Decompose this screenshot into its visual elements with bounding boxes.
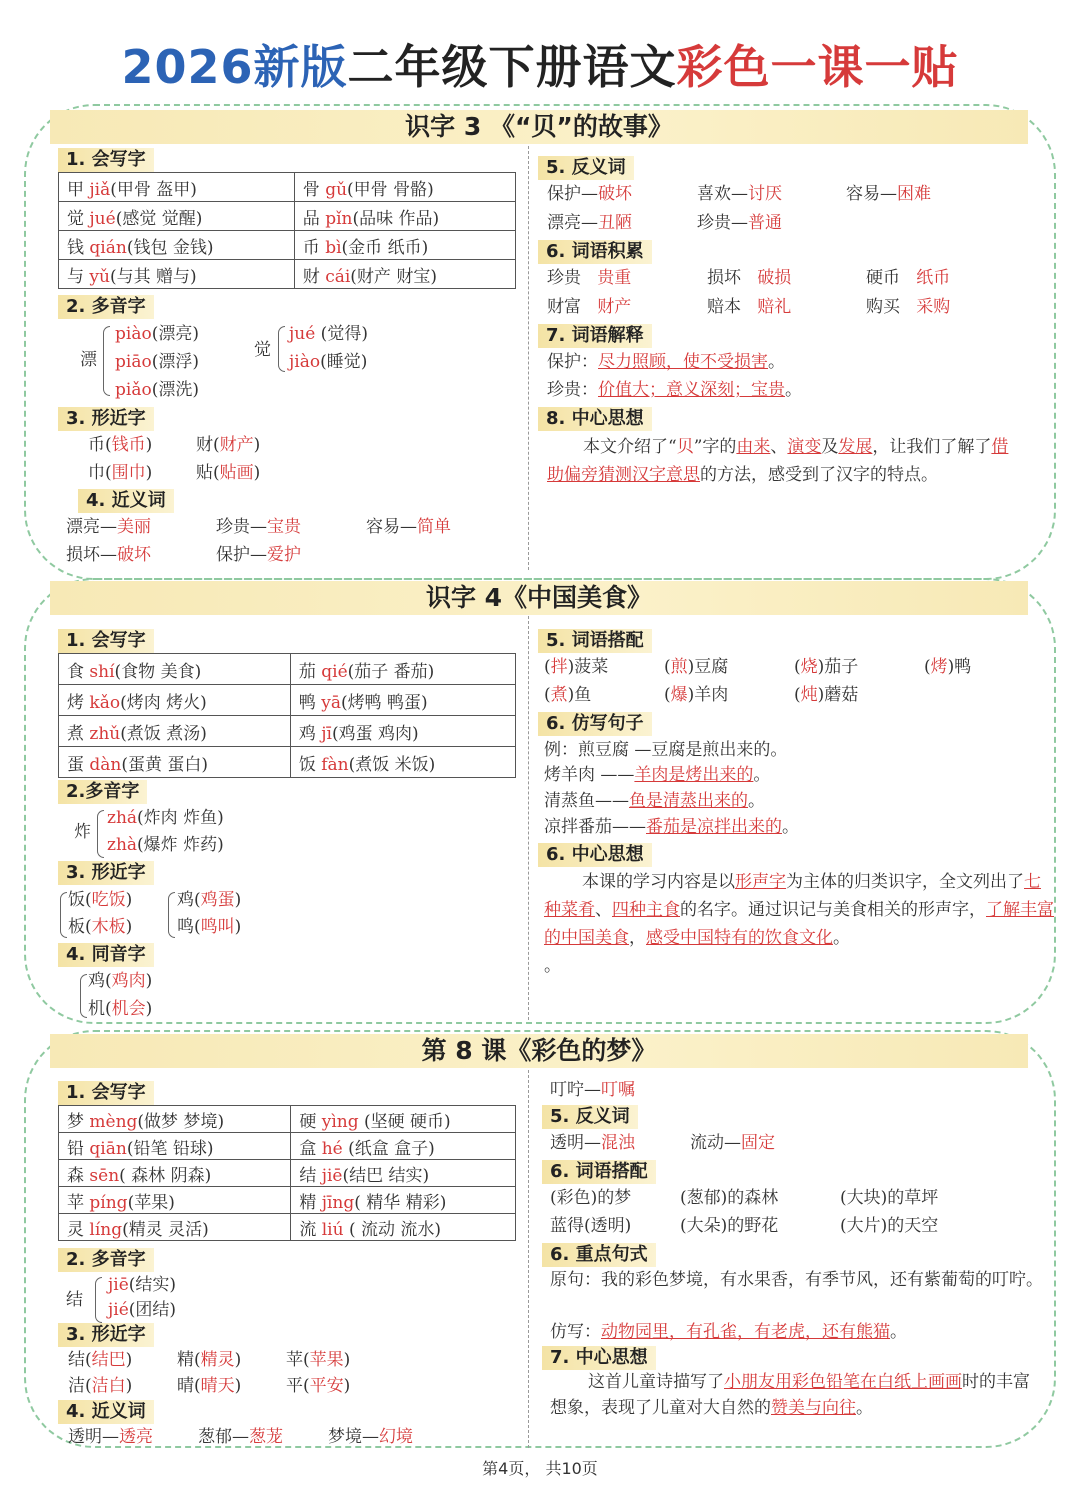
- s2-heading-match: 5. 词语搭配: [538, 629, 652, 653]
- s2-heading-write: 1. 会写字: [58, 629, 154, 653]
- table-row: [59, 1133, 516, 1160]
- s2-match-3: (烧)茄子: [794, 657, 859, 677]
- s1-ant-2: 喜欢—讨厌: [697, 184, 782, 204]
- s3-sim-4: 洁(洁白): [68, 1376, 133, 1396]
- s2-heading-imitate: 6. 仿写句子: [538, 712, 652, 736]
- table-row: [59, 260, 516, 289]
- table-cell: 铅 qiān(铅笔 铅球): [59, 1133, 291, 1160]
- s2-imit-3: 清蒸鱼——鱼是清蒸出来的。: [544, 791, 765, 811]
- s1-syn-5: 保护—爱护: [216, 545, 301, 565]
- s2-sim-3: 鸡(鸡蛋): [177, 890, 242, 910]
- s3-poly-line1: jiē(结实): [108, 1275, 177, 1295]
- table-row: [59, 1106, 516, 1133]
- table-cell: 鸭 yā(烤鸭 鸭蛋): [290, 685, 515, 716]
- table-row: [59, 654, 516, 685]
- s1-accum-5: 赔本 赔礼: [707, 297, 792, 317]
- s2-heading-polyphone: 2.多音字: [58, 780, 147, 804]
- s3-match-6: (大片)的天空: [840, 1216, 939, 1236]
- table-cell: 盒 hé (纸盒 盒子): [291, 1133, 516, 1160]
- s2-match-2: (煎)豆腐: [664, 657, 729, 677]
- s2-sim-4: 鸣(鸣叫): [177, 917, 242, 937]
- brace-icon: [97, 810, 104, 858]
- table-cell: 觉 jué(感觉 觉醒): [59, 202, 295, 231]
- s2-heading-similar: 3. 形近字: [58, 861, 154, 885]
- s3-heading-write: 1. 会写字: [58, 1081, 154, 1105]
- s2-homo-2: 机(机会): [88, 999, 153, 1019]
- s3-heading-antonym: 5. 反义词: [542, 1105, 638, 1129]
- s2-poly-line2: zhà(爆炸 炸药): [107, 835, 224, 855]
- s1-accum-2: 损坏 破损: [707, 268, 792, 288]
- table-row: [59, 685, 516, 716]
- s1-ant-1: 保护—破坏: [547, 184, 632, 204]
- s2-imit-2: 烤羊肉 ——羊肉是烤出来的。: [544, 765, 771, 785]
- s2-sim-1: 饭(吃饭): [68, 890, 133, 910]
- s1-heading-idea: 8. 中心思想: [538, 407, 652, 431]
- table-cell: 煮 zhǔ(煮饭 煮汤): [59, 716, 291, 747]
- column-divider-1: [528, 146, 529, 570]
- table-cell: 森 sēn( 森林 阴森): [59, 1160, 291, 1187]
- s3-sim-3: 苹(苹果): [286, 1350, 351, 1370]
- table-row: [59, 1214, 516, 1241]
- s1-similar-row-1: 币(钱币): [88, 435, 153, 455]
- brace-icon: [60, 892, 67, 938]
- table-cell: 财 cái(财产 财宝): [294, 260, 515, 289]
- s1-accum-6: 购买 采购: [866, 297, 951, 317]
- table-cell: 食 shí(食物 美食): [59, 654, 291, 685]
- s3-ant-2: 流动—固定: [690, 1133, 775, 1153]
- table-cell: 硬 yìng (坚硬 硬币): [291, 1106, 516, 1133]
- s1-heading-similar: 3. 形近字: [58, 407, 154, 431]
- table-row: [59, 716, 516, 747]
- page-title: [0, 36, 1080, 98]
- s1-syn-1: 漂亮—美丽: [66, 517, 151, 537]
- s3-match-3: (大块)的草坪: [840, 1188, 939, 1208]
- s3-sim-1: 结(结巴): [68, 1350, 133, 1370]
- page-footer: 第4页， 共10页: [482, 1459, 598, 1478]
- s2-match-6: (爆)羊肉: [664, 685, 729, 705]
- s1-explain-2: 珍贵：价值大；意义深刻；宝贵。: [547, 380, 802, 400]
- brace-icon: [168, 892, 175, 938]
- table-cell: 流 liú ( 流动 流水): [291, 1214, 516, 1241]
- s2-homo-1: 鸡(鸡肉): [88, 971, 153, 991]
- s1-heading-write: 1. 会写字: [58, 148, 154, 172]
- page-title-black: 二年级下册语文: [347, 40, 677, 94]
- table-cell: 灵 líng(精灵 灵活): [59, 1214, 291, 1241]
- s3-heading-similar: 3. 形近字: [58, 1323, 154, 1347]
- s1-similar-row-1b: 财(财产): [196, 435, 261, 455]
- s2-match-1: (拌)菠菜: [544, 657, 609, 677]
- table-cell: 品 pǐn(品味 作品): [294, 202, 515, 231]
- s1-similar-row-2: 巾(围巾): [88, 463, 153, 483]
- s2-imit-4: 凉拌番茄——番茄是凉拌出来的。: [544, 817, 799, 837]
- s1-heading-synonym: 4. 近义词: [78, 489, 174, 513]
- s1-poly1-line2: piāo(漂浮): [115, 352, 199, 372]
- table-row: [59, 1187, 516, 1214]
- s2-match-4: (烤)鸭: [924, 657, 972, 677]
- s1-syn-2: 珍贵—宝贵: [216, 517, 301, 537]
- s1-accum-4: 财富 财产: [547, 297, 632, 317]
- s1-syn-3: 容易—简单: [366, 517, 451, 537]
- s3-heading-match: 6. 词语搭配: [542, 1160, 656, 1184]
- s1-poly2-char: 觉: [254, 340, 271, 360]
- s1-idea-paragraph: 本文介绍了“贝”字的由来、演变及发展，让我们了解了借助偏旁猜测汉字意思的方法，感受到了汉字的特点。: [547, 437, 1009, 485]
- table-cell: 与 yǔ(与其 赠与): [59, 260, 295, 289]
- table-cell: 甲 jiǎ(甲骨 盔甲): [59, 173, 295, 202]
- table-cell: 梦 mèng(做梦 梦境): [59, 1106, 291, 1133]
- s1-ant-3: 容易—困难: [846, 184, 931, 204]
- lesson-title-3: 第 8 课《彩色的梦》: [50, 1034, 1028, 1068]
- table-row: [59, 231, 516, 260]
- s3-match-1: (彩色)的梦: [550, 1188, 632, 1208]
- table-cell: 蛋 dàn(蛋黄 蛋白): [59, 747, 291, 778]
- s3-sent-imit: 仿写：动物园里，有孔雀，有老虎，还有熊猫。: [550, 1322, 907, 1342]
- s1-accum-1: 珍贵 贵重: [547, 268, 632, 288]
- brace-icon: [80, 974, 87, 1018]
- s3-heading-sentence: 6. 重点句式: [542, 1243, 656, 1267]
- s2-match-5: (煮)鱼: [544, 685, 592, 705]
- s1-similar-row-2b: 贴(贴画): [196, 463, 261, 483]
- table-row: [59, 1160, 516, 1187]
- s3-syn-1: 透明—透亮: [68, 1427, 153, 1447]
- s2-imit-1: 例：煎豆腐 —豆腐是煎出来的。: [544, 740, 788, 760]
- lesson-title-2: 识字 4《中国美食》: [50, 581, 1028, 615]
- table-cell: 结 jiē(结巴 结实): [291, 1160, 516, 1187]
- s3-heading-idea: 7. 中心思想: [542, 1346, 656, 1370]
- s1-accum-3: 硬币 纸币: [866, 268, 951, 288]
- s1-write-table: [58, 172, 516, 289]
- s2-write-table: [58, 653, 516, 778]
- s3-write-table: [58, 1105, 516, 1241]
- table-cell: 饭 fàn(煮饭 米饭): [290, 747, 515, 778]
- s3-match-4: 蓝得(透明): [550, 1216, 632, 1236]
- s1-syn-4: 损坏—破坏: [66, 545, 151, 565]
- s1-heading-polyphone: 2. 多音字: [58, 295, 154, 319]
- s3-sim-5: 晴(晴天): [177, 1376, 242, 1396]
- s3-syn-tail: 叮咛—叮嘱: [550, 1080, 635, 1100]
- s1-poly1-char: 漂: [80, 350, 97, 370]
- page-title-red: 彩色一课一贴: [676, 40, 959, 94]
- table-cell: 烤 kǎo(烤肉 烤火): [59, 685, 291, 716]
- s3-syn-2: 葱郁—葱茏: [198, 1427, 283, 1447]
- s1-heading-explain: 7. 词语解释: [538, 324, 652, 348]
- brace-icon: [95, 1277, 102, 1323]
- s3-sim-6: 平(平安): [286, 1376, 351, 1396]
- table-cell: 币 bì(金币 纸币): [294, 231, 515, 260]
- s1-heading-antonym: 5. 反义词: [538, 156, 634, 180]
- s3-match-5: (大朵)的野花: [680, 1216, 779, 1236]
- brace-icon: [278, 326, 285, 372]
- s1-poly1-line3: piǎo(漂洗): [115, 380, 199, 400]
- page-title-blue: 2026新版: [121, 40, 348, 94]
- s2-heading-idea: 6. 中心思想: [538, 843, 652, 867]
- s1-poly2-line1: jué (觉得): [289, 324, 368, 344]
- s1-ant-4: 漂亮—丑陋: [547, 213, 632, 233]
- s2-match-7: (炖)蘑菇: [794, 685, 859, 705]
- table-row: [59, 173, 516, 202]
- table-cell: 茄 qié(茄子 番茄): [290, 654, 515, 685]
- s2-poly-line1: zhá(炸肉 炸鱼): [107, 808, 224, 828]
- table-cell: 苹 píng(苹果): [59, 1187, 291, 1214]
- brace-icon: [103, 326, 110, 396]
- column-divider-3: [528, 1070, 529, 1448]
- lesson-title-1: 识字 3 《“贝”的故事》: [50, 110, 1028, 144]
- table-cell: 鸡 jī(鸡蛋 鸡肉): [290, 716, 515, 747]
- s3-ant-1: 透明—混浊: [550, 1133, 635, 1153]
- s3-heading-polyphone: 2. 多音字: [58, 1248, 154, 1272]
- s3-syn-3: 梦境—幻境: [328, 1427, 413, 1447]
- s3-sim-2: 精(精灵): [177, 1350, 242, 1370]
- s3-idea-paragraph: 这首儿童诗描写了小朋友用彩色铅笔在白纸上画画时的丰富想象，表现了儿童对大自然的赞美与向往。: [550, 1372, 1030, 1418]
- s3-sent-orig: 原句：我的彩色梦境，有水果香，有季节风，还有紫葡萄的叮咛。: [550, 1270, 1043, 1290]
- table-row: [59, 202, 516, 231]
- s2-idea-paragraph: 本课的学习内容是以形声字为主体的归类识字，全文列出了七种菜肴、四种主食的名字。通过识记与美食相关的形声字，了解丰富的中国美食，感受中国特有的饮食文化。 。: [544, 872, 1054, 976]
- column-divider-2: [528, 616, 529, 1020]
- table-cell: 骨 gǔ(甲骨 骨骼): [294, 173, 515, 202]
- table-cell: 钱 qián(钱包 金钱): [59, 231, 295, 260]
- s1-poly2-line2: jiào(睡觉): [289, 352, 368, 372]
- s2-sim-2: 板(木板): [68, 917, 133, 937]
- s1-ant-5: 珍贵—普通: [697, 213, 782, 233]
- s1-heading-accum: 6. 词语积累: [538, 240, 652, 264]
- s3-match-2: (葱郁)的森林: [680, 1188, 779, 1208]
- table-cell: 精 jīng( 精华 精彩): [291, 1187, 516, 1214]
- table-row: [59, 747, 516, 778]
- s2-heading-homophone: 4. 同音字: [58, 943, 154, 967]
- s2-poly-char: 炸: [74, 822, 91, 842]
- s1-explain-1: 保护：尽力照顾，使不受损害。: [547, 352, 785, 372]
- s3-poly-line2: jié(团结): [108, 1300, 177, 1320]
- s1-poly1-line1: piào(漂亮): [115, 324, 199, 344]
- s3-poly-char: 结: [66, 1290, 83, 1310]
- s3-heading-synonym: 4. 近义词: [58, 1400, 154, 1424]
